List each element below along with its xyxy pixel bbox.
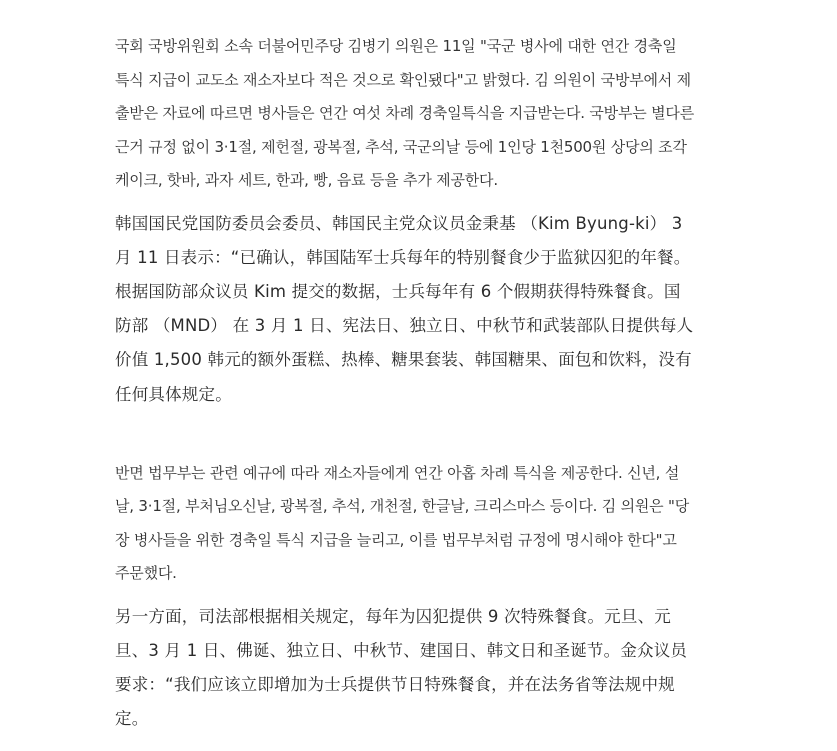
chinese-paragraph-1: 韩国国民党国防委员会委员、韩国民主党众议员金秉基 （Kim Byung-ki） 3 月 11 日表示：“已确认，韩国陆军士兵每年的特别餐食少于监狱囚犯的年餐。根据国防部众议员 Kim 提交的数据，士兵每年有 6 个假期获得特殊餐食。国防部 （MND） 在 3 月 1 日、宪法日、独立日、中秋节和武装部队日提供每人价值 1,500 韩元的额外蛋糕、热棒、糖果套装、韩国糖果、面包和饮料，没有任何具体规定。 <box>115 213 694 404</box>
article-body <box>115 30 695 737</box>
paragraph-spacer <box>115 198 695 207</box>
paragraph-spacer <box>115 591 695 600</box>
chinese-paragraph-2: 另一方面，司法部根据相关规定，每年为囚犯提供 9 次特殊餐食。元旦、元旦、3 月 1 日、佛诞、独立日、中秋节、建国日、韩文日和圣诞节。金众议员要求：“我们应该立即增加为士兵提供节日特殊餐食，并在法务省等法规中规定。 <box>115 606 688 729</box>
section-spacer <box>115 412 695 457</box>
korean-paragraph-2: 반면 법무부는 관련 예규에 따라 재소자들에게 연간 아홉 차례 특식을 제공한다. 신년, 설날, 3·1절, 부처님오신날, 광복절, 추석, 개천절, 한글날, 크리스마스 등이다. 김 의원은 "당장 병사들을 위한 경축일 특식 지급을 늘리고, 이를 법무부처럼 규정에 명시해야 한다"고 주문했다. <box>115 463 690 583</box>
korean-paragraph-1: 국회 국방위원회 소속 더불어민주당 김병기 의원은 11일 "국군 병사에 대한 연간 경축일 특식 지급이 교도소 재소자보다 적은 것으로 확인됐다"고 밝혔다. 김 의원이 국방부에서 제출받은 자료에 따르면 병사들은 연간 여섯 차례 경축일특식을 지급받는다. 국방부는 별다른 근거 규정 없이 3·1절, 제헌절, 광복절, 추석, 국군의날 등에 1인당 1천500원 상당의 조각 케이크, 핫바, 과자 세트, 한과, 빵, 음료 등을 추가 제공한다. <box>115 37 694 189</box>
